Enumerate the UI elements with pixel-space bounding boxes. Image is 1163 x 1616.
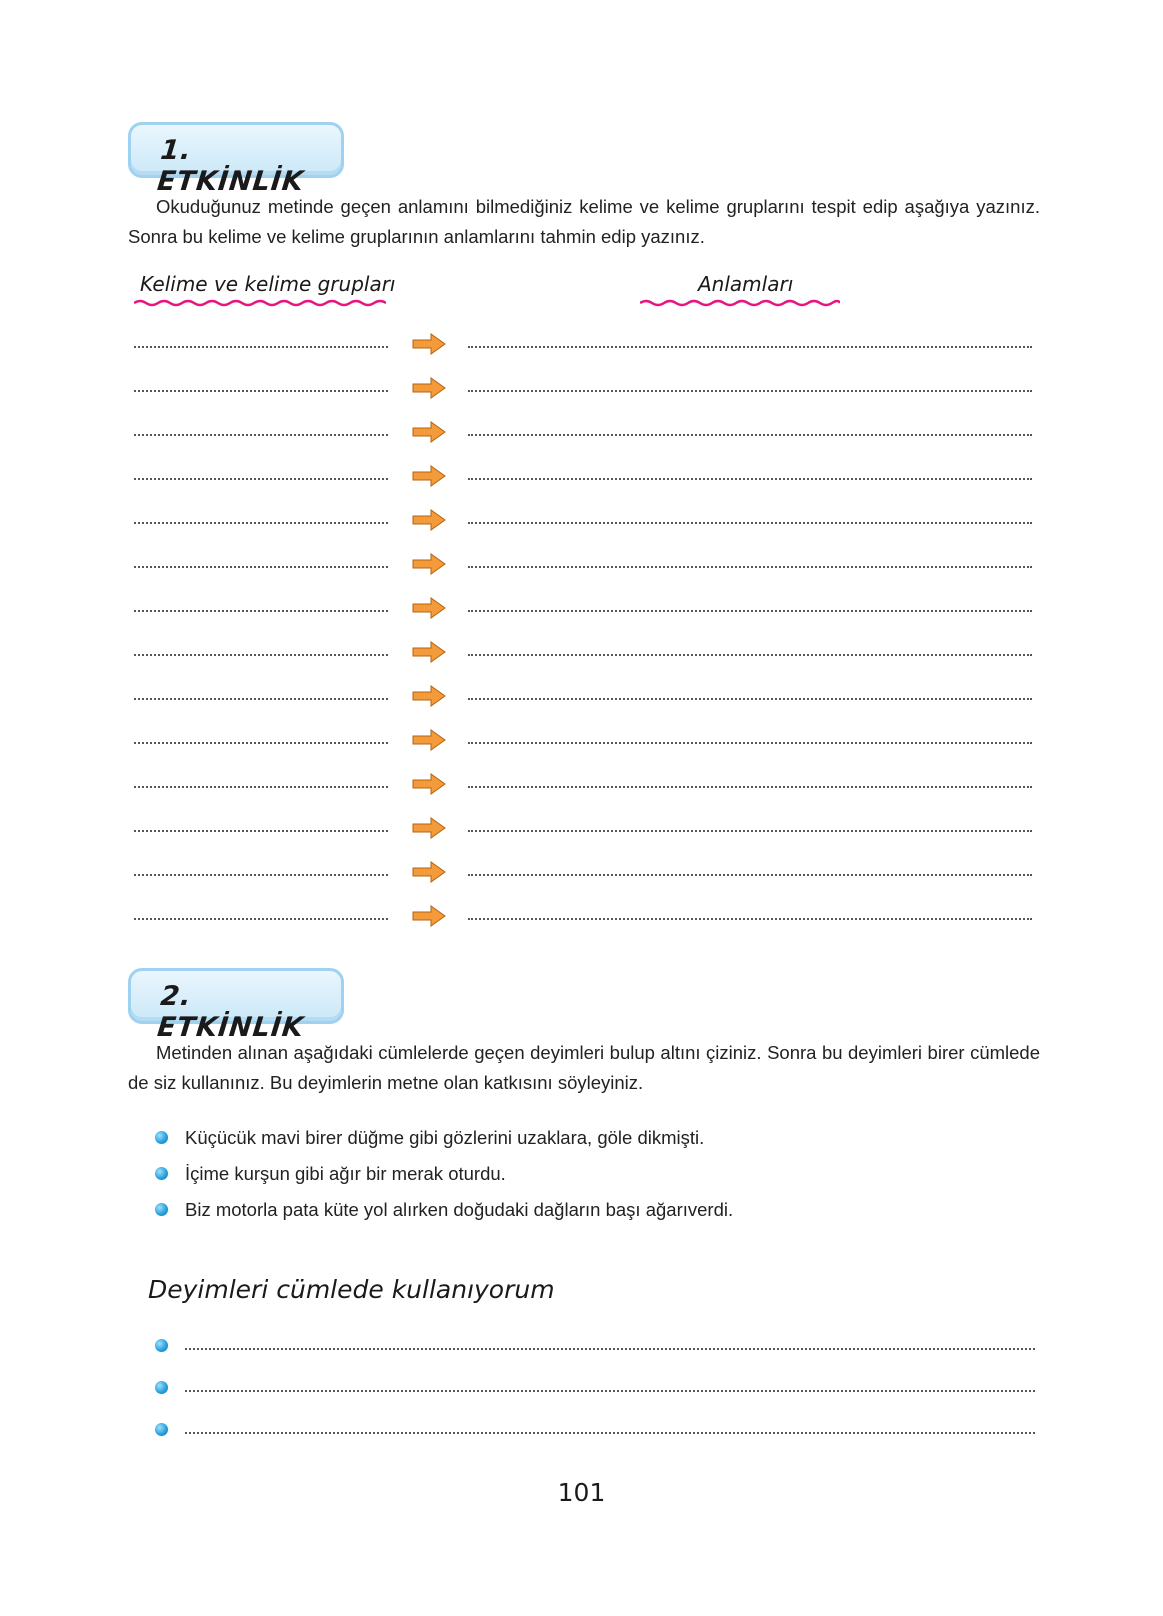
usage-heading: Deyimleri cümlede kullanıyorum	[148, 1275, 555, 1304]
activity-2-title: 2. ETKİNLİK	[155, 981, 306, 1043]
list-item: Biz motorla pata küte yol alırken doğudaki dağların başı ağarıverdi.	[155, 1192, 733, 1228]
activity-1-instructions: Okuduğunuz metinde geçen anlamını bilmediğiniz kelime ve kelime gruplarını tespit edip aşağıya yazınız. Sonra bu kelime ve kelime gruplarının anlamlarını tahmin edip yazınız.	[128, 196, 1040, 247]
word-blank-line[interactable]	[134, 874, 388, 876]
word-blank-line[interactable]	[134, 654, 388, 656]
word-blank-line[interactable]	[134, 742, 388, 744]
table-row	[0, 778, 1163, 798]
activity-2-badge	[128, 968, 344, 1043]
word-blank-line[interactable]	[134, 698, 388, 700]
meaning-blank-line[interactable]	[468, 918, 1032, 920]
meaning-blank-line[interactable]	[468, 522, 1032, 524]
arrow-right-icon	[412, 640, 446, 664]
table-row	[0, 866, 1163, 886]
activity-1-badge	[128, 122, 344, 197]
meaning-blank-line[interactable]	[468, 654, 1032, 656]
meaning-blank-line[interactable]	[468, 610, 1032, 612]
arrow-right-icon	[412, 860, 446, 884]
column-header-words: Kelime ve kelime grupları	[140, 272, 396, 296]
word-blank-line[interactable]	[134, 346, 388, 348]
meaning-blank-line[interactable]	[468, 390, 1032, 392]
usage-line-row	[155, 1336, 1035, 1356]
meaning-blank-line[interactable]	[468, 786, 1032, 788]
table-row	[0, 734, 1163, 754]
table-row	[0, 602, 1163, 622]
word-blank-line[interactable]	[134, 566, 388, 568]
arrow-right-icon	[412, 816, 446, 840]
arrow-right-icon	[412, 420, 446, 444]
table-row	[0, 690, 1163, 710]
table-row	[0, 338, 1163, 358]
bullet-icon	[155, 1167, 168, 1180]
page-number: 101	[557, 1478, 606, 1507]
word-blank-line[interactable]	[134, 610, 388, 612]
list-item: Küçücük mavi birer düğme gibi gözlerini uzaklara, göle dikmişti.	[155, 1120, 733, 1156]
usage-line-row	[155, 1378, 1035, 1398]
word-blank-line[interactable]	[134, 830, 388, 832]
meaning-blank-line[interactable]	[468, 434, 1032, 436]
usage-line-row	[155, 1420, 1035, 1440]
meaning-blank-line[interactable]	[468, 478, 1032, 480]
arrow-right-icon	[412, 684, 446, 708]
word-blank-line[interactable]	[134, 434, 388, 436]
word-blank-line[interactable]	[134, 786, 388, 788]
table-row	[0, 822, 1163, 842]
usage-blank-line[interactable]	[185, 1390, 1035, 1392]
bullet-icon	[155, 1203, 168, 1216]
arrow-right-icon	[412, 464, 446, 488]
bullet-icon	[155, 1381, 168, 1394]
activity-1-title: 1. ETKİNLİK	[155, 135, 306, 197]
table-row	[0, 470, 1163, 490]
list-item: İçime kurşun gibi ağır bir merak oturdu.	[155, 1156, 733, 1192]
table-row	[0, 558, 1163, 578]
column-header-meanings-underline	[640, 299, 840, 307]
meaning-blank-line[interactable]	[468, 830, 1032, 832]
table-row	[0, 514, 1163, 534]
word-blank-line[interactable]	[134, 478, 388, 480]
table-row	[0, 382, 1163, 402]
arrow-right-icon	[412, 376, 446, 400]
bullet-icon	[155, 1339, 168, 1352]
table-row	[0, 910, 1163, 930]
arrow-right-icon	[412, 596, 446, 620]
meaning-blank-line[interactable]	[468, 874, 1032, 876]
meaning-blank-line[interactable]	[468, 698, 1032, 700]
usage-blank-line[interactable]	[185, 1348, 1035, 1350]
arrow-right-icon	[412, 772, 446, 796]
arrow-right-icon	[412, 552, 446, 576]
arrow-right-icon	[412, 508, 446, 532]
arrow-right-icon	[412, 728, 446, 752]
table-row	[0, 426, 1163, 446]
meaning-blank-line[interactable]	[468, 346, 1032, 348]
bullet-icon	[155, 1131, 168, 1144]
column-header-meanings: Anlamları	[698, 272, 794, 296]
meaning-blank-line[interactable]	[468, 566, 1032, 568]
table-row	[0, 646, 1163, 666]
activity-2-instructions: Metinden alınan aşağıdaki cümlelerde geçen deyimleri bulup altını çiziniz. Sonra bu deyimleri birer cümlede de siz kullanınız. Bu deyimlerin metne olan katkısını söyleyiniz.	[128, 1042, 1040, 1093]
word-blank-line[interactable]	[134, 390, 388, 392]
meaning-blank-line[interactable]	[468, 742, 1032, 744]
word-blank-line[interactable]	[134, 522, 388, 524]
usage-blank-line[interactable]	[185, 1432, 1035, 1434]
bullet-icon	[155, 1423, 168, 1436]
word-blank-line[interactable]	[134, 918, 388, 920]
arrow-right-icon	[412, 332, 446, 356]
column-header-words-underline	[134, 299, 386, 307]
arrow-right-icon	[412, 904, 446, 928]
idiom-sentence-list	[155, 1120, 733, 1228]
